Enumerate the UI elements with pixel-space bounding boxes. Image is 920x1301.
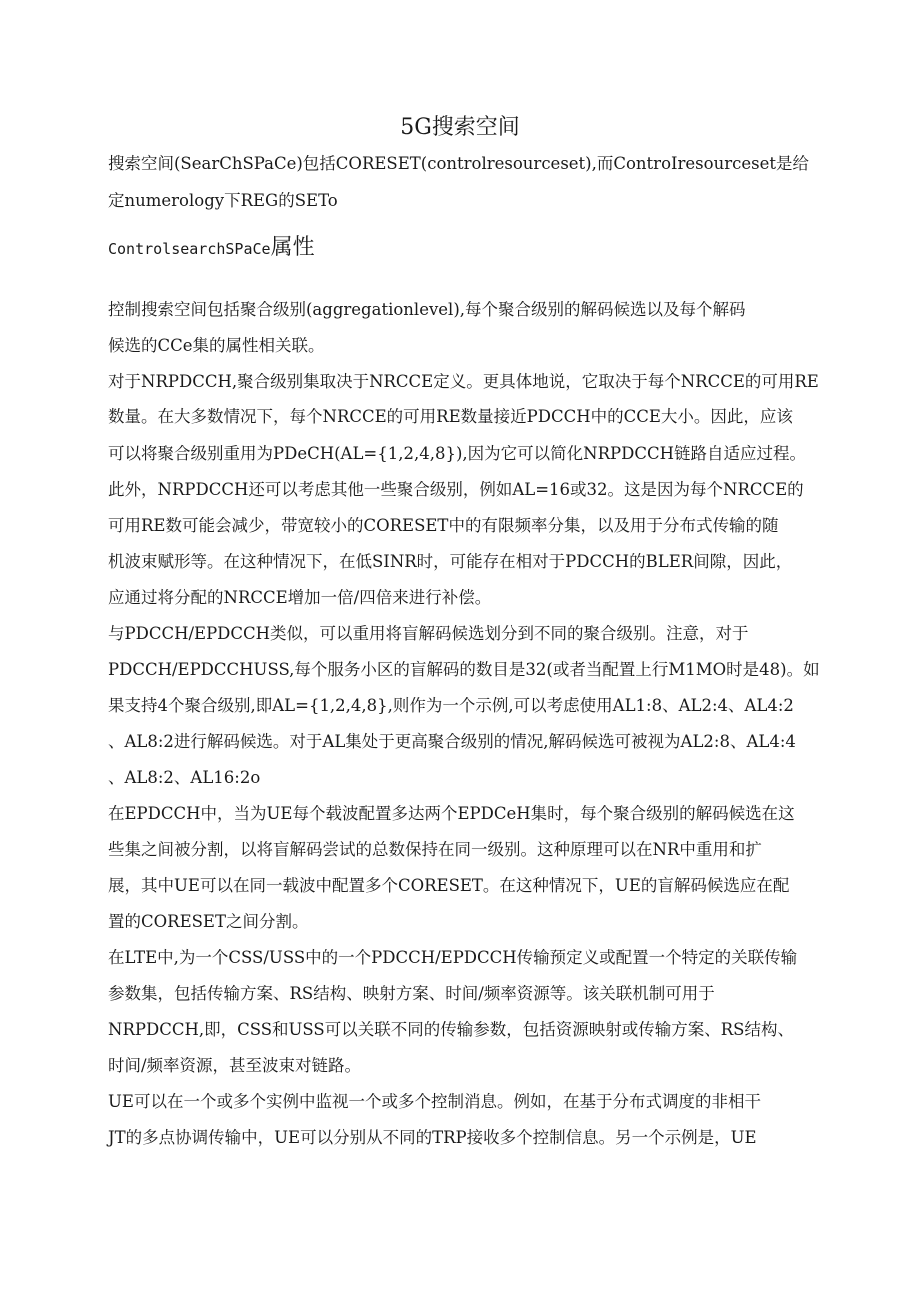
intro-line: 定numerology下REG的SETo [108,191,338,210]
body-line: 此外，NRPDCCH还可以考虑其他一些聚合级别，例如AL=16或32。这是因为每个NRCCE的 [108,480,804,499]
subtitle-suffix: 属性 [270,235,315,260]
body-line: JT的多点协调传输中，UE可以分别从不同的TRP接收多个控制信息。另一个示例是，UE [108,1128,757,1147]
body-line: UE可以在一个或多个实例中监视一个或多个控制消息。例如，在基于分布式调度的非相干 [108,1092,761,1111]
intro-line: 搜索空间(SearChSPaCe)包括CORESET(controlresourceset),而ControIresourceset是给 [108,154,809,173]
body-line: 时间/频率资源，甚至波束对链路。 [108,1056,362,1075]
document-title: 5G搜索空间 [400,115,520,140]
body-line: 机波束赋形等。在这种情况下，在低SINR时，可能存在相对于PDCCH的BLER间隙，因此， [108,552,793,571]
body-line: 、AL8:2进行解码候选。对于AL集处于更高聚合级别的情况,解码候选可被视为AL2:8、AL4:4 [108,732,796,751]
body-line: 与PDCCH/EPDCCH类似，可以重用将盲解码候选划分到不同的聚合级别。注意，对于 [108,624,749,643]
body-line: 可用RE数可能会减少，带宽较小的CORESET中的有限频率分集，以及用于分布式传输的随 [108,516,779,535]
body-line: 可以将聚合级别重用为PDeCH(AL={1,2,4,8}),因为它可以简化NRPDCCH链路自适应过程。 [108,444,806,463]
body-line: 控制搜索空间包括聚合级别(aggregationlevel),每个聚合级别的解码候选以及每个解码 [108,300,746,319]
body-line: 数量。在大多数情况下，每个NRCCE的可用RE数量接近PDCCH中的CCE大小。因此，应该 [108,407,793,426]
section-subtitle [108,234,315,264]
body-line: NRPDCCH,即，CSS和USS可以关联不同的传输参数，包括资源映射或传输方案、RS结构、 [108,1020,794,1039]
subtitle-prefix: ControlsearchSPaCe [108,240,271,258]
body-line: 候选的CCe集的属性相关联。 [108,336,325,355]
body-line: 置的CORESET之间分割。 [108,912,309,931]
body-line: PDCCH/EPDCCHUSS,每个服务小区的盲解码的数目是32(或者当配置上行M1MO时是48)。如 [108,660,820,679]
body-line: 参数集，包括传输方案、RS结构、映射方案、时间/频率资源等。该关联机制可用于 [108,984,715,1003]
body-line: 在EPDCCH中，当为UE每个载波配置多达两个EPDCeH集时，每个聚合级别的解码候选在这 [108,804,795,823]
body-line: 些集之间被分割，以将盲解码尝试的总数保持在同一级别。这种原理可以在NR中重用和扩 [108,840,762,859]
body-line: 果支持4个聚合级别,即AL={1,2,4,8},则作为一个示例,可以考虑使用AL1:8、AL2:4、AL4:2 [108,696,794,715]
body-line: 在LTE中,为一个CSS/USS中的一个PDCCH/EPDCCH传输预定义或配置一个特定的关联传输 [108,948,798,967]
body-line: 对于NRPDCCH,聚合级别集取决于NRCCE定义。更具体地说，它取决于每个NRCCE的可用RE [108,372,819,391]
body-line: 、AL8:2、AL16:2o [108,768,261,787]
body-line: 展，其中UE可以在同一载波中配置多个CORESET。在这种情况下，UE的盲解码候选应在配 [108,876,790,895]
body-line: 应通过将分配的NRCCE增加一倍/四倍来进行补偿。 [108,588,492,607]
